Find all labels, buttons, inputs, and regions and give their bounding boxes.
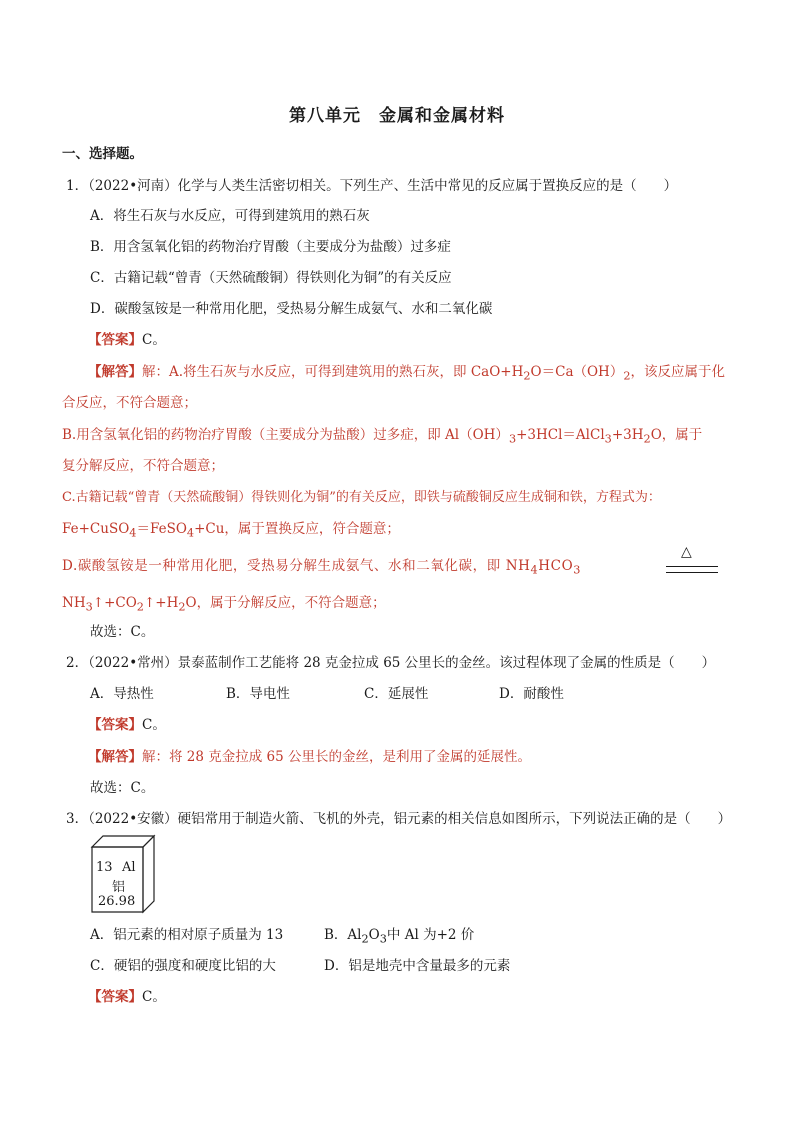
question-1-stem: 1．（2022•河南）化学与人类生活密切相关。下列生产、生活中常见的反应属于置换反应的是（ ） (66, 178, 678, 194)
question-1-option-d: D．碳酸氢铵是一种常用化肥，受热易分解生成氨气、水和二氧化碳 (90, 301, 493, 317)
question-2-analysis (88, 747, 531, 767)
question-3-option-a: A．铝元素的相对原子质量为 13 (90, 927, 284, 943)
equation-part: Al（OH） (445, 427, 509, 443)
answer-tag: 【答案】 (88, 989, 142, 1005)
question-3-option-b (324, 925, 474, 950)
question-2-option-d: D．耐酸性 (499, 686, 564, 702)
analysis-b-text: B.用含氢氧化铝的药物治疗胃酸（主要成分为盐酸）过多症，即 (62, 427, 446, 443)
question-1-option-b: B．用含氢氧化铝的药物治疗胃酸（主要成分为盐酸）过多症 (90, 239, 451, 255)
question-2-option-a: A．导热性 (90, 686, 154, 702)
equation-subscript: 3 (604, 432, 612, 446)
equation-subscript: 4 (186, 526, 195, 540)
analysis-a-text: A.将生石灰与水反应，可得到建筑用的熟石灰，即 (169, 364, 471, 380)
option-b-text: B．Al (324, 927, 362, 943)
answer-tag: 【答案】 (88, 332, 142, 348)
question-1-analysis-b (62, 425, 702, 450)
element-name: 铝 (112, 880, 126, 895)
analysis-tag: 【解答】 (88, 364, 142, 380)
equation-part: +3H (611, 427, 644, 443)
element-symbol: Al (122, 860, 136, 875)
section-heading: 一、选择题。 (62, 146, 143, 162)
question-2-option-b: B．导电性 (226, 686, 290, 702)
equation-subscript: 2 (361, 932, 369, 946)
question-1-analysis-d-equation (62, 593, 386, 618)
question-1-analysis-a-cont: 合反应，不符合题意； (62, 395, 197, 411)
question-3-answer (88, 987, 166, 1007)
question-1-analysis-c-equation (62, 519, 400, 544)
equation-subscript: 4 (129, 526, 137, 540)
heating-condition-icon: △ (681, 544, 692, 560)
question-1-analysis-a (88, 362, 725, 387)
element-atomic-number: 13 (96, 860, 113, 875)
equation-subscript: 2 (623, 369, 631, 383)
equation-part: ，该反应属于化 (630, 364, 726, 380)
question-3-stem: 3．（2022•安徽）硬铝常用于制造火箭、飞机的外壳，铝元素的相关信息如图所示，下列说法正确的是（ ） (66, 811, 732, 827)
analysis-text: 解：将 28 克金拉成 65 公里长的金丝，是利用了金属的延展性。 (142, 749, 532, 765)
equation-part: Fe+CuSO (62, 521, 130, 537)
analysis-intro: 解： (142, 364, 169, 380)
answer-value: C。 (142, 717, 166, 733)
equation-subscript: 3 (508, 432, 517, 446)
equation-part: O，属于分解反应，不符合题意； (185, 595, 386, 611)
equation-part: ＝FeSO (136, 521, 187, 537)
equation-part: O，属于 (650, 427, 703, 443)
answer-tag: 【答案】 (88, 717, 142, 733)
page-title: 第八单元 金属和金属材料 (289, 106, 505, 126)
question-1-analysis-c: C.古籍记载“曾青（天然硫酸铜）得铁则化为铜”的有关反应，即铁与硫酸铜反应生成铜和铁，方程式为： (62, 490, 661, 505)
equation-part: NH (62, 595, 86, 611)
equation-subscript: 2 (136, 600, 144, 614)
equation-part: +3HCl＝AlCl (516, 427, 605, 443)
equation-subscript: 3 (85, 600, 93, 614)
question-1-option-c: C．古籍记载“曾青（天然硫酸铜）得铁则化为铜”的有关反应 (90, 270, 452, 286)
equation-part: +Cu，属于置换反应，符合题意； (194, 521, 400, 537)
question-1-answer (88, 330, 166, 350)
question-1-analysis-d (62, 556, 581, 581)
question-2-stem: 2．（2022•常州）景泰蓝制作工艺能将 28 克金拉成 65 公里长的金丝。该过程体现了金属的性质是（ ） (66, 655, 716, 671)
question-3-option-d: D．铝是地壳中含量最多的元素 (324, 958, 511, 974)
equation-subscript: 2 (178, 600, 186, 614)
question-1-conclusion: 故选：C。 (90, 624, 155, 640)
element-atomic-mass: 26.98 (98, 894, 136, 909)
equation-double-line (666, 566, 718, 573)
periodic-element-card (90, 834, 155, 912)
equation-part: ↑+CO (92, 595, 137, 611)
equation-part: O＝Ca（OH） (530, 364, 624, 380)
equation-part: HCO (538, 558, 574, 574)
question-2-option-c: C．延展性 (364, 686, 429, 702)
equation-subscript: 2 (643, 432, 651, 446)
equation-subscript: 3 (379, 932, 387, 946)
equation-subscript: 4 (530, 563, 539, 577)
equation-part: O (368, 927, 380, 943)
question-3-option-c: C．硬铝的强度和硬度比铝的大 (90, 958, 276, 974)
equation-subscript: 3 (573, 563, 582, 577)
question-2-answer (88, 715, 166, 735)
answer-value: C。 (142, 989, 166, 1005)
equation-part: ↑+H (143, 595, 179, 611)
equation-part: CaO+H (470, 364, 524, 380)
analysis-d-text: D.碳酸氢铵是一种常用化肥，受热易分解生成氨气、水和二氧化碳，即 NH (62, 558, 531, 574)
question-1-analysis-b-cont: 复分解反应，不符合题意； (62, 458, 224, 474)
equation-subscript: 2 (523, 369, 531, 383)
analysis-tag: 【解答】 (88, 749, 142, 765)
question-2-conclusion: 故选：C。 (90, 780, 155, 796)
option-b-rest: 中 Al 为+2 价 (386, 927, 475, 943)
question-1-option-a: A．将生石灰与水反应，可得到建筑用的熟石灰 (90, 208, 370, 224)
answer-value: C。 (142, 332, 166, 348)
